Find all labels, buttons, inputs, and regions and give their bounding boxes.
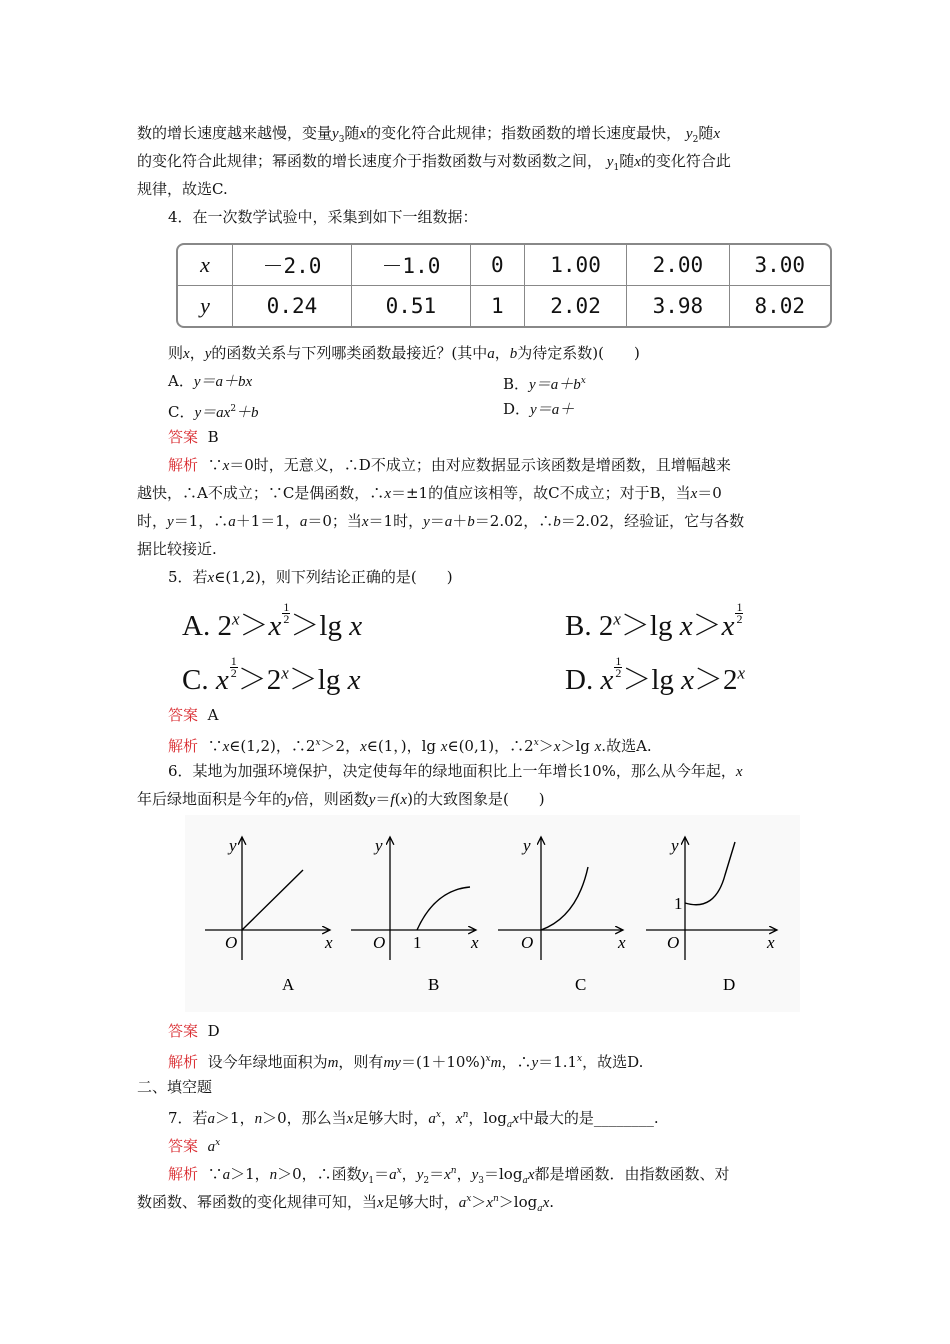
graph-one-label: 1 [413, 933, 422, 952]
graph-b-curve [417, 887, 470, 930]
var: a [537, 1204, 543, 1214]
text: ∈(0,1)，∴2 [447, 737, 534, 755]
graph-d-curve [685, 842, 735, 905]
var: y [471, 1167, 479, 1183]
text: ＝log [484, 1165, 523, 1183]
var: x [400, 792, 408, 808]
answer-value: D [207, 1022, 220, 1040]
var: y [394, 1055, 401, 1071]
text: 倍，则函数 [293, 790, 369, 808]
text: ＝0；当 [307, 512, 362, 530]
var: x [315, 738, 321, 748]
text: 6．某地为加强环境保护，决定使每年的绿地面积比上一年增长10%，那么从今年起， [168, 762, 736, 780]
text: ＞lg [560, 737, 595, 755]
table-row-y [178, 286, 830, 326]
text: ＞1， [230, 1165, 270, 1183]
text: ＝0 [697, 484, 722, 502]
graph-c-curve [541, 867, 588, 930]
den: 2 [283, 612, 290, 626]
text: D. [565, 664, 601, 696]
var: x [681, 664, 695, 696]
var: y [332, 126, 339, 142]
option-4d [503, 399, 823, 420]
text: 的变化符合此 [640, 152, 731, 170]
var: a [222, 1167, 231, 1183]
question-4-ask [168, 343, 858, 364]
var: x [577, 1054, 583, 1064]
text: 为待定系数)( ) [517, 344, 640, 362]
var: m [383, 1055, 395, 1071]
option-text: y＝ax [194, 405, 231, 421]
text: ＞2 [237, 664, 282, 696]
var: x [444, 1167, 451, 1183]
option-text: y＝a＋b [529, 377, 581, 393]
text: ， [456, 1165, 472, 1183]
var: y [416, 1167, 424, 1183]
var: x [215, 1138, 221, 1148]
text: ＝2.02，∴ [474, 512, 554, 530]
option-sup: x [580, 376, 586, 386]
den: 2 [230, 666, 237, 680]
var: x [713, 126, 720, 142]
var: x [466, 1194, 472, 1204]
text-line-1: 数的增长速度越来越慢，变量$y_3$随x的变化符合此规律；指数函数的增长速度最快， $y_2$随x [137, 124, 720, 145]
var: x [613, 609, 621, 629]
text: .故选A. [601, 737, 652, 755]
table-header-x: x [178, 245, 233, 286]
option-5c [182, 656, 360, 698]
text: . [549, 1193, 555, 1211]
table-cell: 8.02 [754, 294, 806, 318]
var: a [458, 1195, 467, 1211]
text: ，则有 [338, 1053, 384, 1071]
text: ＞0，∴函数 [277, 1165, 362, 1183]
graph-c [498, 836, 626, 994]
table-cell: 0.51 [352, 286, 471, 326]
var: n [254, 1111, 263, 1127]
var: y [204, 346, 212, 362]
graph-origin-label: O [667, 933, 680, 952]
var: x [215, 664, 229, 696]
num: 1 [615, 654, 622, 668]
table-cell: 2.02 [525, 286, 627, 326]
text: 年后绿地面积是今年的 [137, 790, 288, 808]
graph-origin-label: O [521, 933, 534, 952]
var: x [486, 1195, 493, 1211]
text: ＝ [429, 1165, 445, 1183]
num: 1 [736, 600, 743, 614]
option-4a [168, 371, 488, 392]
graph-origin-label: O [225, 933, 238, 952]
text: C. [182, 664, 216, 696]
var: y [368, 792, 376, 808]
var: x [435, 1110, 441, 1120]
var: n [450, 1166, 457, 1176]
text: 5．若 [168, 568, 208, 586]
var: y [167, 514, 174, 530]
text: ＞log [498, 1193, 538, 1211]
var: x [634, 154, 641, 170]
var: b [467, 514, 475, 530]
graph-x-label: x [325, 933, 333, 952]
text: ＝±1的值应该相等，故C不成立；对于B，当 [390, 484, 691, 502]
table-cell: 3.00 [730, 245, 830, 286]
var: x [268, 610, 282, 642]
table-cell: －2.0 [233, 245, 352, 286]
text: ＞ [538, 737, 554, 755]
analysis-4-line1 [168, 455, 858, 476]
option-text: ＋b [236, 405, 259, 421]
question-4: 4．在一次数学试验中，采集到如下一组数据： [168, 208, 478, 226]
text: 随 [698, 124, 714, 142]
option-4b [503, 371, 823, 395]
graph-x-label: x [767, 933, 775, 952]
text: ＝1，∴ [173, 512, 229, 530]
table-header-y: y [178, 286, 233, 326]
option-text: y＝a＋bx [193, 374, 253, 390]
var: x [281, 663, 289, 683]
var: a [428, 1111, 436, 1127]
text: 随 [344, 124, 360, 142]
var: y [287, 792, 294, 808]
text: 的变化符合此规律；指数函数的增长速度最快， [366, 124, 682, 142]
graph-b-label: B [428, 975, 440, 994]
num: 1 [230, 654, 237, 668]
answer-label: 答案 [168, 1022, 199, 1040]
option-5b [565, 602, 743, 644]
var: x [690, 486, 698, 502]
table-cell: 2.00 [627, 245, 729, 286]
text: 随 [619, 152, 635, 170]
section-2-heading: 二、填空题 [137, 1078, 213, 1096]
question-5 [168, 567, 858, 588]
graph-y-label: y [523, 836, 531, 855]
analysis-label: 解析 [168, 1053, 199, 1071]
text: 足够大时， [353, 1109, 429, 1127]
text: ＝1.1 [538, 1053, 578, 1071]
question-6-line2 [137, 789, 827, 810]
analysis-5 [168, 733, 858, 757]
text: ＝ [374, 1165, 390, 1183]
var: y [531, 1055, 539, 1071]
text: ＝ [429, 512, 445, 530]
var: x [183, 346, 190, 362]
text: ＋1＝1， [235, 512, 300, 530]
var: a [487, 346, 495, 362]
var: x [527, 1167, 535, 1183]
var: y [361, 1167, 369, 1183]
var: m [490, 1055, 502, 1071]
var: x [207, 570, 215, 586]
text: ＋ [452, 512, 468, 530]
var: a [444, 514, 453, 530]
text: ， [189, 344, 205, 362]
answer-7 [168, 1133, 858, 1157]
text: 7．若 [168, 1109, 208, 1127]
text: ，∴ [501, 1053, 532, 1071]
analysis-label: 解析 [168, 456, 199, 474]
var: b [553, 514, 561, 530]
text: ∵ [207, 1165, 223, 1183]
var: x [485, 1054, 491, 1064]
text: ＞ [471, 1193, 487, 1211]
text: 足够大时， [383, 1193, 459, 1211]
analysis-6 [168, 1049, 858, 1073]
text: 则 [168, 344, 184, 362]
text: 越快，∴A不成立；∵C是偶函数，∴ [137, 484, 385, 502]
var: y [606, 154, 614, 170]
option-text: y＝a＋ [530, 402, 575, 418]
table-row-x [178, 245, 830, 286]
answer-5 [168, 705, 858, 725]
text: 时， [137, 512, 168, 530]
var: x [346, 1111, 354, 1127]
text: B. 2 [565, 610, 614, 642]
text: ∈(1,2)，则下列结论正确的是( ) [214, 568, 453, 586]
var: b [509, 346, 518, 362]
option-letter: B． [503, 375, 530, 393]
option-letter: D． [503, 400, 531, 418]
option-sup: 2 [230, 404, 237, 414]
text: ＞0，那么当 [262, 1109, 347, 1127]
var: x [533, 738, 539, 748]
text: ＞ [692, 610, 722, 642]
text: 都是增函数．由指数函数、对 [534, 1165, 730, 1183]
var: x [440, 739, 448, 755]
text: )的大致图象是( ) [407, 790, 545, 808]
var: y [423, 514, 430, 530]
answer-value: B [207, 428, 219, 446]
var: a [522, 1176, 528, 1186]
var: x [735, 764, 743, 780]
answer-value: A [207, 706, 219, 724]
table-cell: －1.0 [352, 245, 471, 286]
text: 中最大的是________. [518, 1109, 659, 1127]
var: x [231, 609, 240, 629]
var: n [269, 1167, 278, 1183]
answer-label: 答案 [168, 428, 199, 446]
var: x [600, 664, 614, 696]
text: 的变化符合此规律；幂函数的增长速度介于指数函数与对数函数之间， [137, 152, 603, 170]
text: ＞1， [215, 1109, 255, 1127]
var: x [359, 126, 367, 142]
text: ＝ [375, 790, 391, 808]
var: y [685, 126, 693, 142]
var: x [347, 664, 361, 696]
text: 数函数、幂函数的变化规律可知，当 [137, 1193, 378, 1211]
graph-d-label: D [723, 975, 736, 994]
var: x [721, 610, 735, 642]
den: 2 [736, 612, 743, 626]
var: x [222, 739, 230, 755]
text: ， [401, 1165, 417, 1183]
text: 设今年绿地面积为 [207, 1053, 328, 1071]
text-line-2: 的变化符合此规律；幂函数的增长速度介于指数函数与对数函数之间， $y_1$随x的变化符合此 [137, 152, 731, 173]
text: ＞ [239, 610, 269, 642]
var: x [542, 1195, 550, 1211]
text: 数的增长速度越来越慢，变量 [137, 124, 333, 142]
var: a [389, 1167, 397, 1183]
var: x [349, 610, 363, 642]
den: 2 [615, 666, 622, 680]
analysis-7-line2 [137, 1189, 827, 1219]
text: ＞lg [288, 664, 348, 696]
graph-origin-label: O [373, 933, 386, 952]
text: ∈(1，)，lg [366, 737, 441, 755]
graph-figure [185, 815, 800, 1012]
text: ＞2， [320, 737, 361, 755]
text: ＞lg [622, 664, 682, 696]
var: a [299, 514, 308, 530]
var: a [228, 514, 236, 530]
var: x [737, 663, 746, 683]
var: x [455, 1111, 463, 1127]
text: 的函数关系与下列哪类函数最接近？(其中 [211, 344, 488, 362]
analysis-7-line1: 解析 ∵a＞1，n＞0，∴函数$y_1=a^x$，$y_2=x^n$，$y_3=\log_ax$都是增函数．由指数函数、对 [168, 1165, 730, 1186]
var: x [512, 1111, 519, 1127]
text-line-3: 规律，故选C. [137, 180, 228, 198]
answer-label: 答案 [168, 706, 199, 724]
var: a [207, 1111, 216, 1127]
var: x [553, 739, 561, 755]
answer-4 [168, 427, 858, 447]
var: n [492, 1194, 499, 1204]
option-5d [565, 656, 745, 698]
text: ＝2.02，经验证，它与各数 [560, 512, 745, 530]
var: a [506, 1120, 513, 1130]
var: x [361, 514, 369, 530]
table-cell: 3.98 [627, 286, 729, 326]
num: 1 [283, 600, 290, 614]
graph-svg [185, 815, 800, 1012]
var: x [396, 1166, 402, 1176]
graph-d [646, 836, 777, 994]
text: ＞lg [620, 610, 680, 642]
option-letter: C． [168, 403, 195, 421]
graph-x-label: x [471, 933, 479, 952]
graph-b [351, 836, 479, 994]
analysis-4-line2 [137, 483, 827, 504]
option-letter: A． [168, 372, 194, 390]
text: A. 2 [182, 610, 232, 642]
graph-y-label: y [229, 836, 237, 855]
text: ∈(1,2)，∴2 [229, 737, 316, 755]
option-4c [168, 399, 488, 423]
var: x [594, 739, 602, 755]
graph-a [205, 836, 333, 994]
data-table [176, 243, 832, 328]
text: ，故选D. [582, 1053, 644, 1071]
text: ，log [468, 1109, 507, 1127]
table-cell: 1.00 [525, 245, 627, 286]
half-exponent [230, 656, 238, 679]
text: ＞lg [290, 610, 350, 642]
half-exponent [735, 602, 743, 625]
option-5a [182, 602, 362, 644]
var: x [222, 458, 230, 474]
answer-6 [168, 1021, 858, 1041]
text: ＝0时，无意义，∴D不成立；由对应数据显示该函数是增函数，且增幅越来 [229, 456, 731, 474]
text: ( [394, 790, 401, 808]
var: x [377, 1195, 384, 1211]
graph-a-label: A [282, 975, 295, 994]
var: f [390, 792, 395, 808]
var: x [384, 486, 391, 502]
text: ， [440, 1109, 456, 1127]
graph-a-curve [242, 870, 303, 930]
text: ∵ [207, 737, 223, 755]
text: ， [494, 344, 510, 362]
answer-label: 答案 [168, 1137, 199, 1155]
analysis-4-line4: 据比较接近. [137, 540, 217, 558]
analysis-4-line3 [137, 511, 827, 532]
analysis-label: 解析 [168, 737, 199, 755]
graph-one-label: 1 [674, 894, 683, 913]
graph-y-label: y [671, 836, 679, 855]
table-cell: 0 [471, 245, 525, 286]
text: ＝1时， [368, 512, 424, 530]
text: ＞2 [694, 664, 738, 696]
graph-c-label: C [575, 975, 587, 994]
var: m [327, 1055, 339, 1071]
table-cell: 0.24 [233, 286, 352, 326]
var: n [462, 1110, 469, 1120]
var: x [679, 610, 693, 642]
analysis-label: 解析 [168, 1165, 199, 1183]
var: x [360, 739, 367, 755]
question-7 [168, 1105, 858, 1135]
table-cell: 1 [471, 286, 525, 326]
text: ∵ [207, 456, 223, 474]
answer-value: a [207, 1139, 216, 1155]
graph-y-label: y [375, 836, 383, 855]
text: ＝(1＋10%) [400, 1053, 486, 1071]
graph-x-label: x [618, 933, 626, 952]
question-6-line1 [168, 761, 828, 782]
